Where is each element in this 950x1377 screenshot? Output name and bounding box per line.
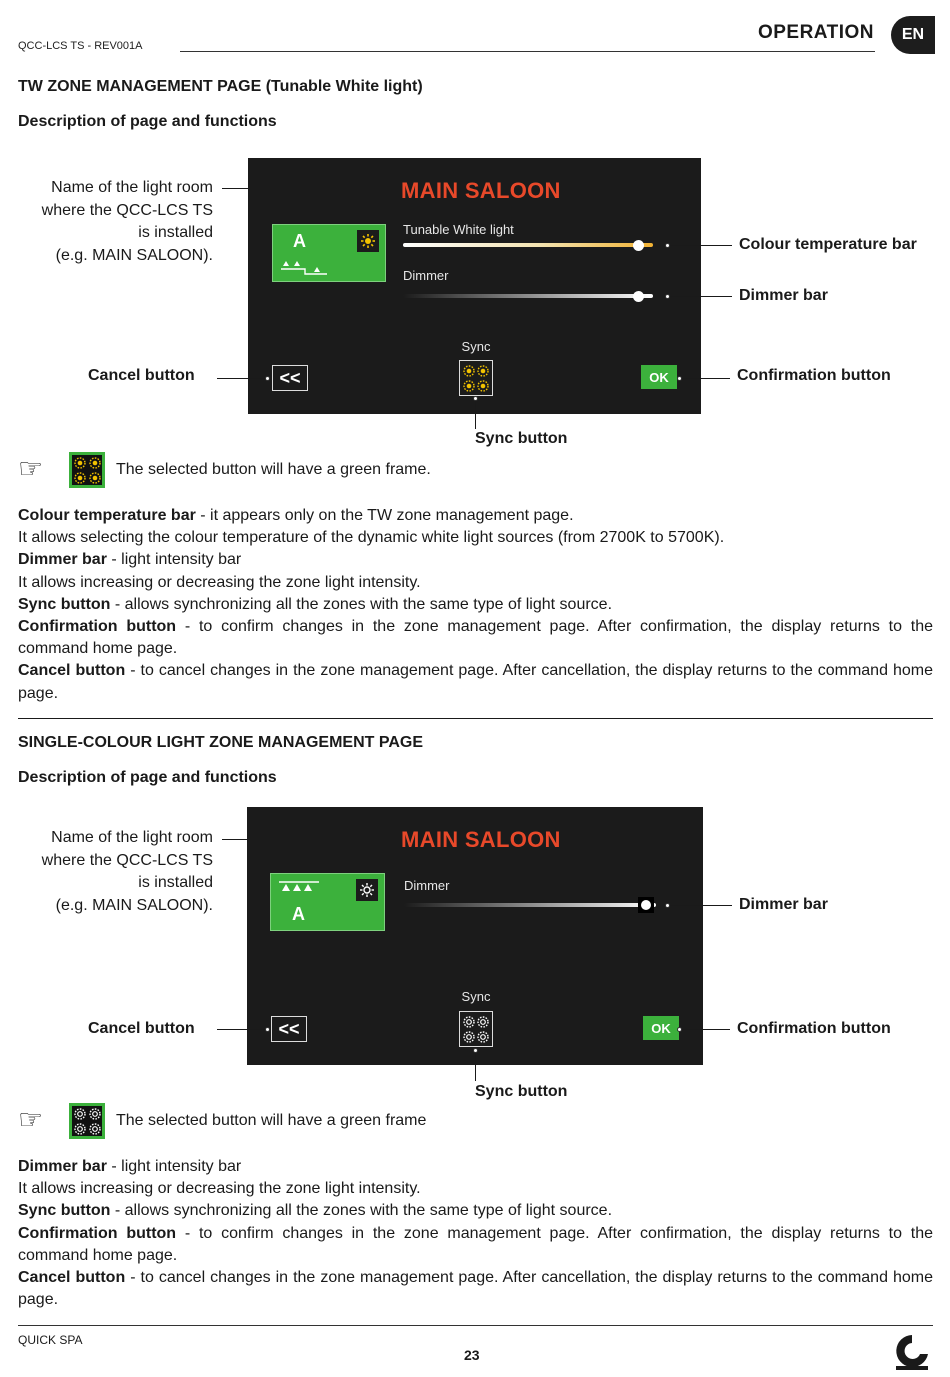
sc-section-title: SINGLE-COLOUR LIGHT ZONE MANAGEMENT PAGE (18, 734, 424, 751)
language-badge: EN (891, 16, 935, 54)
sc-room-note-line: (e.g. MAIN SALOON). (55, 896, 213, 914)
footer-rule (18, 1325, 933, 1326)
document-id: QCC-LCS TS - REV001A (18, 40, 143, 52)
confirmation-button-callout: Confirmation button (737, 1020, 891, 1037)
page-number: 23 (464, 1347, 480, 1363)
brand-logo-icon (892, 1332, 932, 1372)
confirmation-button[interactable]: OK (641, 365, 677, 389)
sc-zone-letter: A (292, 904, 305, 924)
term: Dimmer bar (18, 1158, 107, 1175)
tw-desc-sync (18, 594, 933, 616)
tw-desc-ct-line2: It allows selecting the colour temperature of the dynamic white light sources (from 2700K to 5700K). (18, 529, 725, 547)
tw-dim-callout-line (670, 296, 732, 297)
cancel-button[interactable]: << (271, 1016, 307, 1042)
tw-room-note (13, 177, 213, 267)
term: Sync button (18, 1202, 111, 1220)
selected-sync-icon (69, 452, 105, 488)
tw-cancel-callout-line (217, 378, 267, 379)
term: Dimmer bar (18, 551, 107, 569)
sync-button-callout: Sync button (475, 1083, 568, 1100)
term: Cancel button (18, 662, 126, 680)
term-text: - to cancel changes in the zone management page. After cancellation, the display returns to the command home page. (18, 662, 933, 702)
tw-section-subtitle: Description of page and functions (18, 113, 277, 130)
sun-outline-icon (74, 1108, 86, 1120)
sun-icon (74, 457, 86, 469)
sc-cancel-callout-line (217, 1029, 267, 1030)
section-title: OPERATION (757, 22, 874, 43)
cancel-button-callout: Cancel button (88, 367, 195, 384)
header-rule (180, 51, 875, 52)
footer-brand: QUICK SPA (18, 1333, 83, 1347)
confirmation-button[interactable]: OK (643, 1016, 679, 1040)
sun-icon (89, 472, 101, 484)
dimmer-bar-callout: Dimmer bar (739, 896, 828, 913)
colour-temperature-knob[interactable] (633, 240, 644, 251)
sun-icon (477, 365, 489, 377)
sc-device-screen (247, 807, 703, 1065)
dimmer-knob[interactable] (633, 291, 644, 302)
term-text: - to confirm changes in the zone management page. After confirmation, the display returns to the command home page. (18, 618, 933, 658)
term-text: - allows synchronizing all the zones with the same type of light source. (110, 1202, 613, 1220)
tw-dimmer-label: Dimmer (403, 268, 449, 283)
sync-button-callout: Sync button (475, 430, 568, 447)
term: Colour temperature bar (18, 507, 196, 524)
term: Confirmation button (18, 618, 177, 636)
dimmer-knob[interactable] (638, 897, 654, 913)
term-text: - light intensity bar (106, 1158, 242, 1175)
single-colour-light-icon (279, 881, 319, 900)
sc-zone-tile[interactable] (270, 873, 385, 931)
sc-desc-dim-line2: It allows increasing or decreasing the zone light intensity. (18, 1180, 421, 1198)
tw-room-note-line: (e.g. MAIN SALOON). (55, 246, 213, 264)
cancel-button[interactable]: << (272, 365, 308, 391)
tw-device-screen (248, 158, 701, 414)
dimmer-bar[interactable] (404, 903, 656, 907)
pointing-hand-icon: ☞ (18, 1104, 44, 1135)
tw-ct-callout-line (670, 245, 732, 246)
sc-room-note (13, 827, 213, 917)
term-text: - it appears only on the TW zone management page. (195, 507, 574, 524)
dimmer-bar-callout: Dimmer bar (739, 287, 828, 304)
term-text: - to cancel changes in the zone management page. After cancellation, the display returns to the command home page. (18, 1269, 933, 1309)
sun-outline-icon (356, 879, 378, 901)
sun-icon (463, 380, 475, 392)
term-text: - light intensity bar (106, 551, 242, 569)
term: Cancel button (18, 1269, 126, 1287)
sun-icon (477, 380, 489, 392)
section-divider (18, 718, 933, 719)
tw-green-frame-note: The selected button will have a green frame. (116, 461, 431, 478)
tw-room-title: MAIN SALOON (401, 178, 561, 203)
sc-desc-dim (18, 1156, 933, 1178)
sun-outline-icon (463, 1031, 475, 1043)
sc-desc-sync (18, 1200, 933, 1222)
sc-sync-label: Sync (461, 989, 491, 1004)
sc-room-note-line: Name of the light room (51, 829, 213, 846)
tw-desc-dim-line2: It allows increasing or decreasing the zone light intensity. (18, 573, 421, 591)
tw-room-note-line: Name of the light room (51, 179, 213, 196)
tunable-light-icon (281, 259, 327, 282)
tw-cancel-callout-dot (265, 376, 270, 381)
sc-ok-callout-line (682, 1029, 730, 1030)
sc-desc-cancel (18, 1267, 933, 1311)
tw-sync-label: Sync (461, 339, 491, 354)
sun-outline-icon (463, 1016, 475, 1028)
sc-section-subtitle: Description of page and functions (18, 769, 277, 786)
sun-outline-icon (74, 1123, 86, 1135)
tw-section-title: TW ZONE MANAGEMENT PAGE (Tunable White light) (18, 78, 423, 95)
sun-outline-icon (89, 1108, 101, 1120)
tw-desc-cancel (18, 660, 933, 704)
sun-icon (89, 457, 101, 469)
sc-green-frame-note: The selected button will have a green frame (116, 1112, 427, 1129)
term-text: - to confirm changes in the zone management page. After confirmation, the display returns to the command home page. (18, 1224, 933, 1264)
sun-outline-icon (477, 1031, 489, 1043)
tw-zone-letter: A (293, 231, 306, 251)
sc-sync-callout-line (475, 1053, 476, 1081)
sun-icon (357, 230, 379, 252)
tw-ok-callout-line (682, 378, 730, 379)
sc-cancel-callout-dot (265, 1027, 270, 1032)
sc-dimmer-label: Dimmer (404, 878, 450, 893)
sun-outline-icon (89, 1123, 101, 1135)
dimmer-bar[interactable] (403, 294, 653, 298)
tw-room-note-line: where the QCC-LCS TS (41, 201, 213, 219)
sc-room-title: MAIN SALOON (401, 827, 561, 852)
tw-desc-ct (18, 505, 933, 527)
confirmation-button-callout: Confirmation button (737, 367, 891, 384)
term: Confirmation button (18, 1224, 177, 1242)
sun-outline-icon (477, 1016, 489, 1028)
sc-dim-callout-line (670, 905, 732, 906)
tw-desc-conf (18, 616, 933, 660)
colour-temperature-bar[interactable] (403, 243, 653, 247)
tw-room-note-line: is installed (138, 224, 213, 241)
tw-description (18, 505, 933, 705)
colour-temperature-callout: Colour temperature bar (739, 236, 917, 253)
sc-room-note-line: where the QCC-LCS TS (41, 851, 213, 869)
sync-button[interactable] (459, 360, 493, 396)
term-text: - allows synchronizing all the zones with the same type of light source. (110, 595, 613, 613)
cancel-button-callout: Cancel button (88, 1020, 195, 1037)
pointing-hand-icon: ☞ (18, 453, 44, 484)
sync-button[interactable] (459, 1011, 493, 1047)
tw-temp-label: Tunable White light (403, 222, 514, 237)
sun-icon (463, 365, 475, 377)
term: Sync button (18, 595, 111, 613)
sc-room-note-line: is installed (138, 874, 213, 891)
tw-desc-dim (18, 549, 933, 571)
sc-desc-conf (18, 1223, 933, 1267)
tw-sync-callout-line (475, 401, 476, 429)
sun-icon (74, 472, 86, 484)
selected-sync-icon (69, 1103, 105, 1139)
sc-description (18, 1156, 933, 1311)
tw-zone-tile[interactable] (272, 224, 386, 282)
